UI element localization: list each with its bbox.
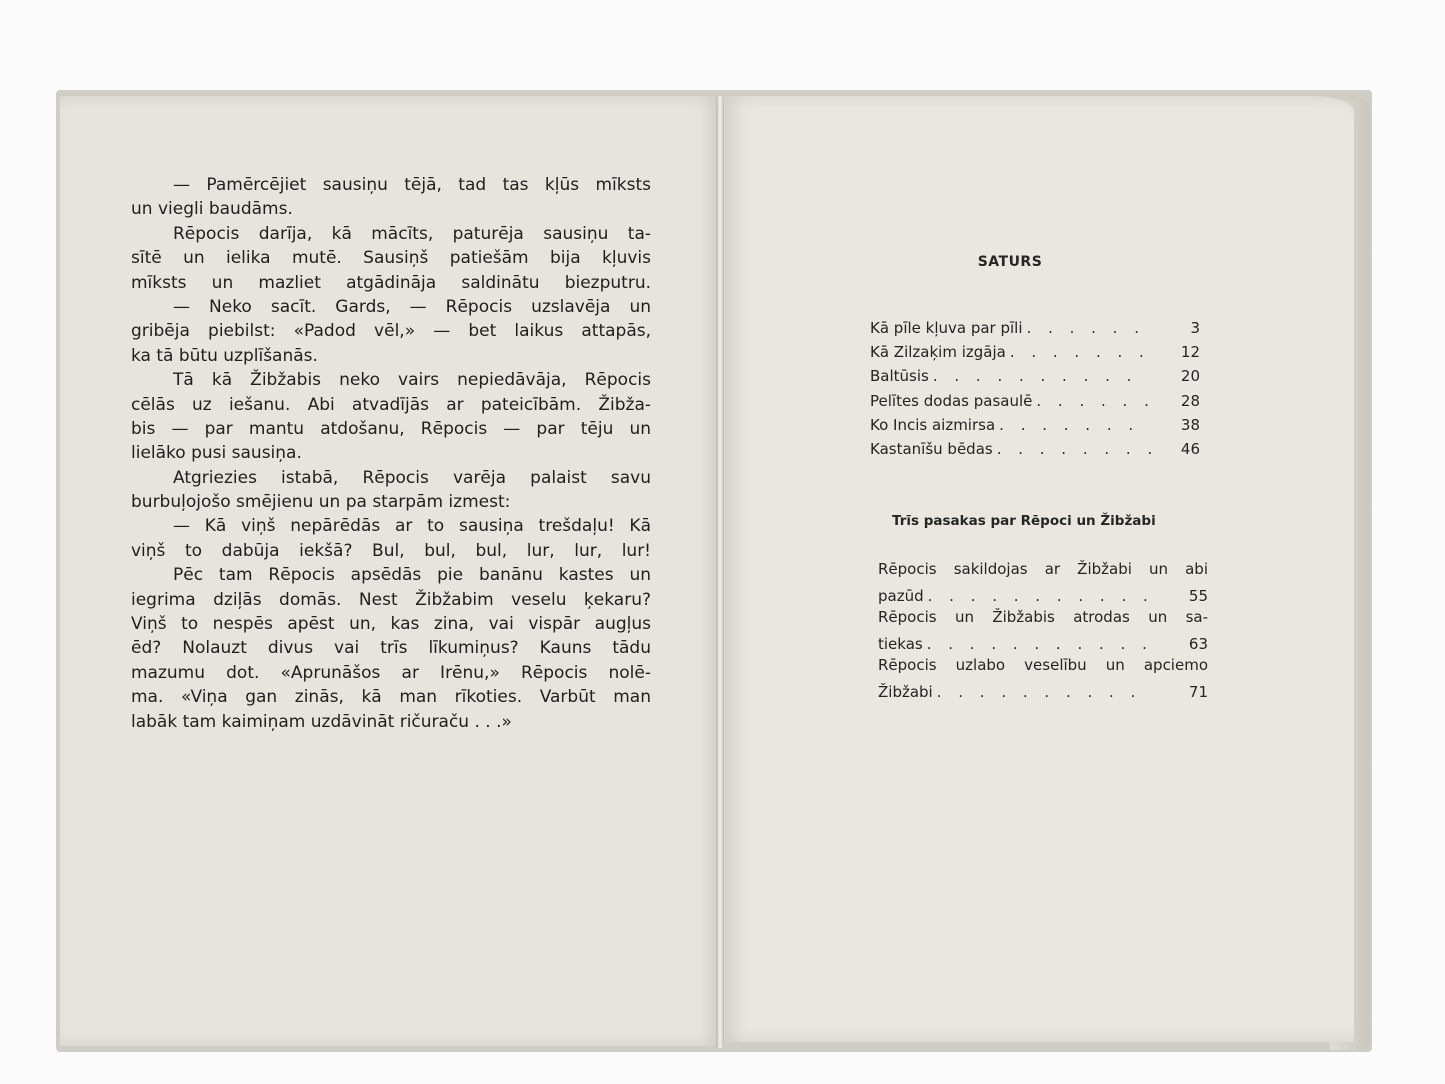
text-line: — Pamērcējiet sausiņu tējā, tad tas kļūs mīksts	[173, 175, 651, 195]
text-line: cēlās uz iešanu. Abi atvadījās ar pateicībām. Žibža-	[131, 394, 651, 415]
text-line: labāk tam kaimiņam uzdāvināt ričuraču . . .»	[131, 711, 512, 732]
text-line: Atgriezies istabā, Rēpocis varēja palaist savu	[173, 467, 651, 488]
text-line: mazumu dot. «Aprunāšos ar Irēnu,» Rēpocis nolē-	[131, 662, 651, 683]
toc-leader-dots: . . . . . . . . . .	[932, 367, 1138, 386]
toc-entry-title: Baltūsis	[870, 367, 929, 386]
toc-page-number: 38	[1180, 415, 1200, 434]
text-line: Tā kā Žibžabis neko vairs nepiedāvāja, Rēpocis	[173, 370, 651, 391]
toc-entry-title: Kā Zilzaķim izgāja	[870, 343, 1006, 362]
toc-entry-title-line: Rēpocis sakildojas ar Žibžabi un abi	[878, 560, 1208, 578]
toc-leader-dots: . . . . . . . . . .	[936, 683, 1142, 701]
table-of-contents	[870, 316, 1200, 461]
toc-entry-title: Ko Incis aizmirsa	[870, 415, 996, 434]
toc-page-number: 12	[1180, 343, 1200, 362]
toc-section-title: Trīs pasakas par Rēpoci un Žibžabi	[892, 513, 1156, 529]
toc-leader-dots: . . . . . .	[1026, 319, 1145, 338]
text-line: iegrima dziļās domās. Nest Žibžabim veselu ķekaru?	[131, 589, 651, 610]
text-line: mīksts un mazliet atgādināja saldinātu biezputru.	[131, 272, 651, 293]
toc-entry	[870, 413, 1200, 437]
book-spine	[716, 96, 724, 1048]
toc-page-number: 55	[1188, 587, 1208, 605]
toc-page-number: 71	[1188, 683, 1208, 701]
text-line: bis — par mantu atdošanu, Rēpocis — par tēju un	[131, 418, 651, 439]
toc-entry-title: Pelītes dodas pasaulē	[870, 391, 1033, 410]
toc-entry-title-line: Rēpocis un Žibžabis atrodas un sa-	[878, 608, 1208, 626]
toc-entry-title-line: Rēpocis uzlabo veselību un apciemo	[878, 656, 1208, 674]
text-line: — Neko sacīt. Gards, — Rēpocis uzslavēja un	[173, 296, 651, 317]
toc-leader-dots: . . . . . .	[1036, 391, 1155, 410]
toc-entry	[870, 437, 1200, 461]
toc-leader-dots: . . . . . . .	[1009, 343, 1150, 362]
text-line: sītē un ielika mutē. Sausiņš patiešām bija kļuvis	[131, 248, 651, 269]
toc-entry	[870, 389, 1200, 413]
text-line: burbuļojošo smējienu un pa starpām izmest:	[131, 492, 511, 513]
text-line: Viņš to nespēs apēst un, kas zina, vai vispār augļus	[131, 614, 651, 635]
toc-page-number: 46	[1180, 440, 1200, 459]
toc-entry	[878, 632, 1208, 656]
toc-entry	[878, 680, 1208, 704]
toc-leader-dots: . . . . . . . .	[996, 440, 1159, 459]
toc-entry	[870, 340, 1200, 364]
text-line: ka tā būtu uzplīšanās.	[131, 345, 318, 366]
toc-page-number: 3	[1190, 319, 1200, 338]
toc-leader-dots: . . . . . . . . . . .	[926, 635, 1153, 653]
text-line: Rēpocis darīja, kā mācīts, paturēja sausiņu ta-	[173, 223, 651, 244]
toc-leader-dots: . . . . . . .	[999, 415, 1140, 434]
toc-entry	[870, 316, 1200, 340]
toc-title: SATURS	[977, 254, 1043, 270]
toc-entry-title: Kastanīšu bēdas	[870, 440, 993, 459]
toc-entry-title: Žibžabi	[878, 683, 933, 701]
toc-page-number: 63	[1188, 635, 1208, 653]
toc-entry	[870, 364, 1200, 388]
toc-entry-title: tiekas	[878, 635, 923, 653]
toc-page-number: 20	[1180, 367, 1200, 386]
text-line: viņš to dabūja iekšā? Bul, bul, bul, lur, lur, lur!	[131, 540, 651, 561]
text-line: gribēja piebilst: «Padod vēl,» — bet laikus attapās,	[131, 321, 651, 342]
text-line: ēd? Nolauzt divus vai trīs līkumiņus? Kauns tādu	[131, 638, 651, 659]
text-line: un viegli baudāms.	[131, 199, 293, 220]
left-page-text	[131, 173, 651, 734]
text-line: — Kā viņš nepārēdās ar to sausiņa trešdaļu! Kā	[173, 516, 651, 537]
table-of-contents-section	[878, 560, 1208, 704]
toc-leader-dots: . . . . . . . . . . .	[927, 587, 1154, 605]
toc-entry-title: pazūd	[878, 587, 924, 605]
toc-entry	[878, 584, 1208, 608]
text-line: lielāko pusi sausiņa.	[131, 443, 302, 464]
text-line: Pēc tam Rēpocis apsēdās pie banānu kastes un	[173, 565, 651, 586]
toc-entry-title: Kā pīle kļuva par pīli	[870, 319, 1023, 338]
text-line: ma. «Viņa gan zinās, kā man rīkoties. Varbūt man	[131, 687, 651, 708]
toc-page-number: 28	[1180, 391, 1200, 410]
